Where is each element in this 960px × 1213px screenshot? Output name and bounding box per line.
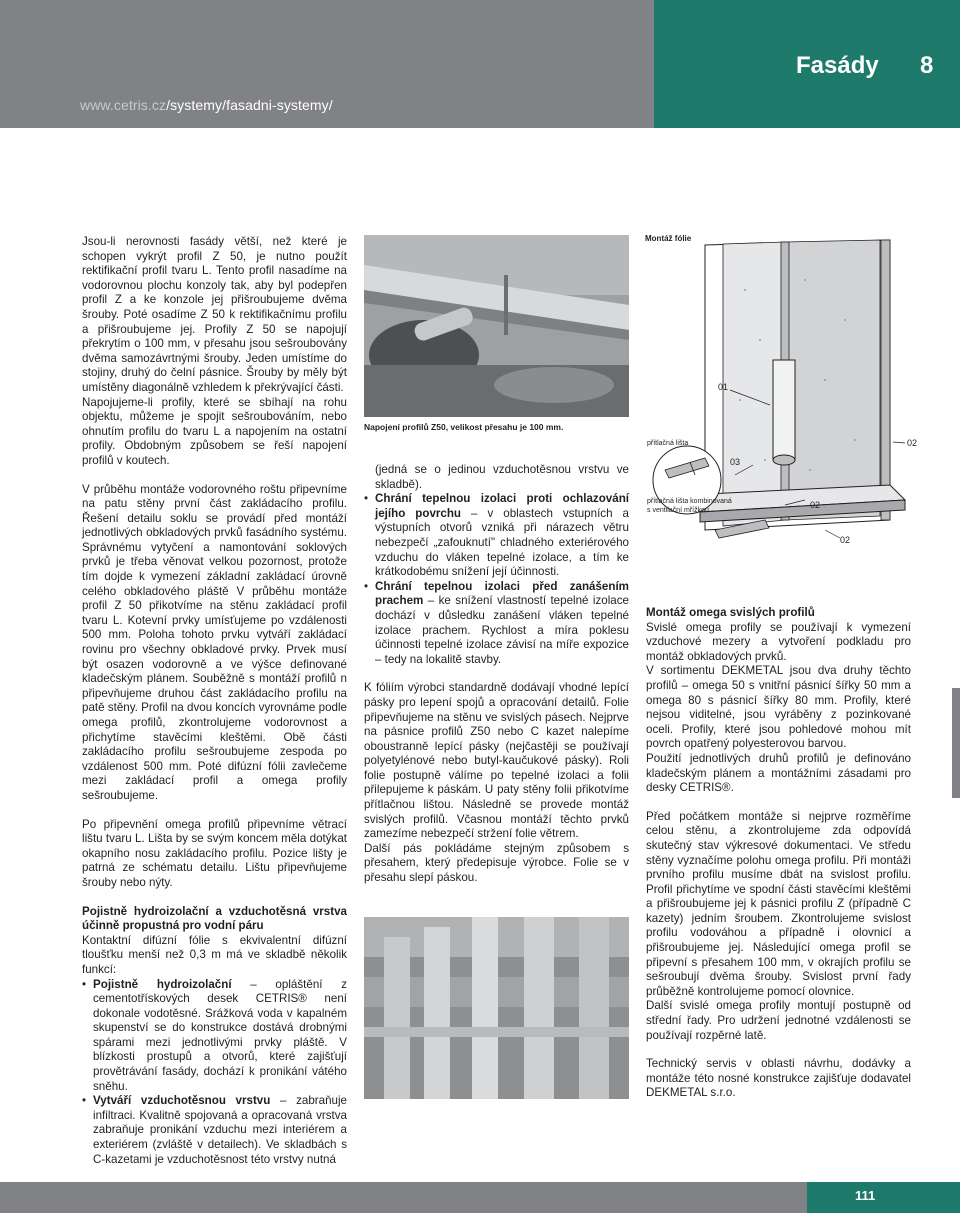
side-marker <box>952 688 960 798</box>
photo-omega-profiles <box>364 917 629 1099</box>
bullet-icon: • <box>82 977 87 991</box>
photo-z50-overlap <box>364 235 629 417</box>
paragraph: (jedná se o jedinou vzduchotěsnou vrstvu ve skladbě). <box>375 463 629 491</box>
section-heading: Montáž omega svislých profilů <box>646 606 815 619</box>
paragraph: Použití jednotlivých druhů profilů je definováno kladečským plánem a montážními zásadami pro desky CETRIS®. <box>646 751 911 795</box>
paragraph: K fóliím výrobci standardně dodávají vhodné lepící pásky pro lepení spojů a opracování detailů. Folie připevňujeme na stěnu ve svislých pásech. Nejprve na pásnice profilů Z50 nebo C kazet nalepíme oboustranně lepící pásky (nejčastěji se používají polyetylénové nebo butyl-kaučukové pásky). Roli folie postupně válíme po tepelné izolaci a folii přilepujeme k páskám. U paty stěny folii přikotvíme přítlačnou lištou. Následně se provede montáž svislých profilů. Včasnou montáží těchto prvků zamezíme nebezpečí stržení folie větrem. <box>364 681 629 841</box>
column-right <box>646 606 911 1101</box>
callout-03: 03 <box>730 457 741 467</box>
foil-installation-diagram <box>645 230 918 575</box>
list-item-text: – v oblastech vstupních a výstupních otvorů vzniká při nárazech větru nebezpečí „zafouknutí" chladného exteriérového vzduchu do vláken tepelné izolace, a tím ke krátkodobému snížení její účinnosti. <box>375 506 629 579</box>
bullet-icon: • <box>364 492 369 506</box>
list-item-text: – opláštění z cementotřískových desek CETRIS® není dokonale vodotěsné. Srážková voda v kapalném skupenství se do konstrukce dostává drobnými spárami mezi jednotlivými prvky pláště. V blízkosti prostupů a otvorů, které zajišťují provětrávání fasády, dochází k pronikání vátého sněhu. <box>93 977 347 1093</box>
paragraph: Kontaktní difúzní fólie s ekvivalentní difúzní tloušťku menší než 0,3 m má ve skladbě několik funkcí: <box>82 933 347 976</box>
paragraph: Napojujeme-li profily, které se sbíhají na rohu objektu, můžeme je spojit sešroubováním, nebo ohnutím profilu do tvaru L a napojením na ostatní profily. Obdobným způsobem se řeší napojení profilů v koutech. <box>82 395 347 467</box>
paragraph: V sortimentu DEKMETAL jsou dva druhy těchto profilů – omega 50 s vnitřní pásnicí šířky 50 mm a omega 80 s pásnicí šířky 80 mm. Profily, které nejsou viditelné, jsou vyráběny z pozinkované oceli. Profily, které jsou pohledové mohou mít povrch opatřený polyesterovou barvou. <box>646 664 911 751</box>
label-kombinovana-2: s ventilační mřížkou <box>647 507 709 514</box>
website-url[interactable] <box>80 97 333 113</box>
paragraph: V průběhu montáže vodorovného roštu připevníme na patu stěny první část zakládacího profilu. Řešení detailu soklu se provádí před montáží jednotlivých obkladových prvků fasádního systému. Správnému vytyčení a namontování soklových prvků je třeba věnovat velkou pozornost, protože tím dojde k vymezení základní zakládací úrovně celého obkladového pláště V průběhu montáže profil Z 50 přikotvíme na stěnu zakládací profil tvaru L. Kotevní prvky umísťujeme po vzdálenosti 500 mm. Poloha tohoto prvku vytváří zakládací rovinu pro všechny obkladové prvky. Prvek musí být osazen vodorovně a ve výšce definované kladečským plánem. Souběžně s montáží profilů n připevňujeme druhou část zakládacího profilu na patě stěny. Profil na dvou koncích vyrovnáme podle omega profilů, zkontrolujeme vodorovnost a přichytíme stavěcími kleštěmi. Obě části zakládacího profilu sešroubujeme zespoda po vzdálenost 500 mm. Poté difúzní fólii zavlečeme mezi zakládací profil a omega profily sešroubujeme. <box>82 482 347 802</box>
chapter-number: 8 <box>920 52 934 79</box>
function-list-continued <box>364 492 629 667</box>
footer-accent-block <box>807 1182 960 1213</box>
photo-caption: Napojení profilů Z50, velikost přesahu je 100 mm. <box>364 422 564 432</box>
paragraph: Jsou-li nerovnosti fasády větší, než které je schopen vykrýt profil Z 50, je nutno použít rektifikační profil tvaru L. Tento profil nasadíme na vodorovnou plochu konzoly tak, aby byl podepřen profil Z a ke konzole jej přišroubujeme dvěma šrouby. Poté osadíme Z 50 k rektifikačnímu profilu a přišroubujeme jej. Profily Z 50 se napojují překrytím o 100 mm, v přesahu jsou sešroubovány dvěma samozávrtnými šrouby. Jeden umístíme do stojiny, druhý do čelní pásnice. Šrouby by měly být umístěny diagonálně vzhledem k překrývající části. <box>82 235 347 394</box>
bullet-icon: • <box>364 579 369 593</box>
callout-01: 01 <box>718 382 729 392</box>
paragraph: Technický servis v oblasti návrhu, dodávky a montáže této nosné konstrukce zajišťuje dodavatel DEKMETAL s.r.o. <box>646 1057 911 1100</box>
page-number: 111 <box>855 1188 876 1203</box>
bullet-icon: • <box>82 1094 87 1108</box>
list-item-title: Chrání tepelnou izolaci proti ochlazování jejího povrchu <box>375 492 629 520</box>
section-title: Fasády <box>796 52 879 79</box>
list-item <box>82 1094 347 1167</box>
list-item-title: Pojistně hydroizolační <box>93 977 232 991</box>
function-list <box>82 978 347 1168</box>
callout-02-bottom: 02 <box>840 535 851 545</box>
list-item <box>82 978 347 1095</box>
paragraph: Další pás pokládáme stejným způsobem s přesahem, který předepisuje výrobce. Folie se v přesahu slepí páskou. <box>364 841 629 885</box>
url-host: www.cetris.cz <box>80 97 167 113</box>
label-pritlacna-lista: přítlačná lišta <box>647 440 689 447</box>
callout-02-right: 02 <box>907 438 918 448</box>
diagram-title: Montáž fólie <box>645 234 692 243</box>
photo-illustration <box>364 917 629 1099</box>
paragraph: Po připevnění omega profilů připevníme větrací lištu tvaru L. Lišta by se svým koncem měla dotýkat okapního nosu zakládacího profilu. Pozice lišty je patrná ze schématu detailu. Lištu připevňujeme šrouby nebo nýty. <box>82 817 347 889</box>
section-heading: Pojistně hydroizolační a vzduchotěsná vrstva účinně propustná pro vodní páru <box>82 904 347 933</box>
list-item-title: Chrání tepelnou izolaci před zanášením prachem <box>375 579 629 608</box>
list-item-text: – ke snížení vlastností tepelné izolace dochází v důsledku zanášení vláken tepelné izolace prachem. Rychlost a míra poklesu účinnosti tepelné izolace závisí na míře expozice – tedy na lokalitě stavby. <box>375 594 629 666</box>
label-kombinovana-1: přítlačná lišta kombinovaná <box>647 498 732 505</box>
list-item-title: Vytváří vzduchotěsnou vrstvu <box>93 1094 271 1108</box>
paragraph: Svislé omega profily se používají k vymezení vzduchové mezery a vytvoření podkladu pro montáž obkladových prvků. <box>646 620 911 663</box>
paragraph: Další svislé omega profily montují postupně od střední řady. Pro udržení jednotné vzdálenosti se používají rozpěrné latě. <box>646 999 911 1042</box>
callout-02-middle: 02 <box>810 500 821 510</box>
column-left <box>82 235 347 1167</box>
list-item <box>364 580 629 668</box>
list-item <box>364 492 629 580</box>
diagram-drawing <box>645 230 918 575</box>
paragraph: Před počátkem montáže si nejprve rozměříme celou stěnu, a zkontrolujeme zda odpovídá skutečný stav výkresové dokumentaci. Ve středu stěny vyznačíme polohu omega profilu. Při montáži prvního profilu musíme dbát na svislost profilu. Profil přichytíme ve spodní části stavěcími kleštěmi a přišroubujeme jej k pásnici profilu Z (případně C kazety) jedním šroubem. Zkontrolujeme svislost profilu vodováhou a případně i olovnicí a přišroubujeme jej. Následující omega profil se připevní s přesahem 100 mm, v okrajích profilu se sešroubují dvěma šrouby. Svislost první řady průběžně kontrolujeme pomocí olovnice. <box>646 809 911 998</box>
photo-illustration <box>364 235 629 417</box>
url-path: /systemy/fasadni-systemy/ <box>166 97 333 113</box>
column-middle <box>364 463 629 886</box>
list-item-text: – zabraňuje infiltraci. Kvalitně spojovaná a opracovaná vrstva zabraňuje pronikání vzduchu mezi interiérem a exteriérem (zvláště v detailech). Ve skladbách s C-kazetami je vzduchotěsnost této vrstvy nutná <box>93 1094 347 1166</box>
